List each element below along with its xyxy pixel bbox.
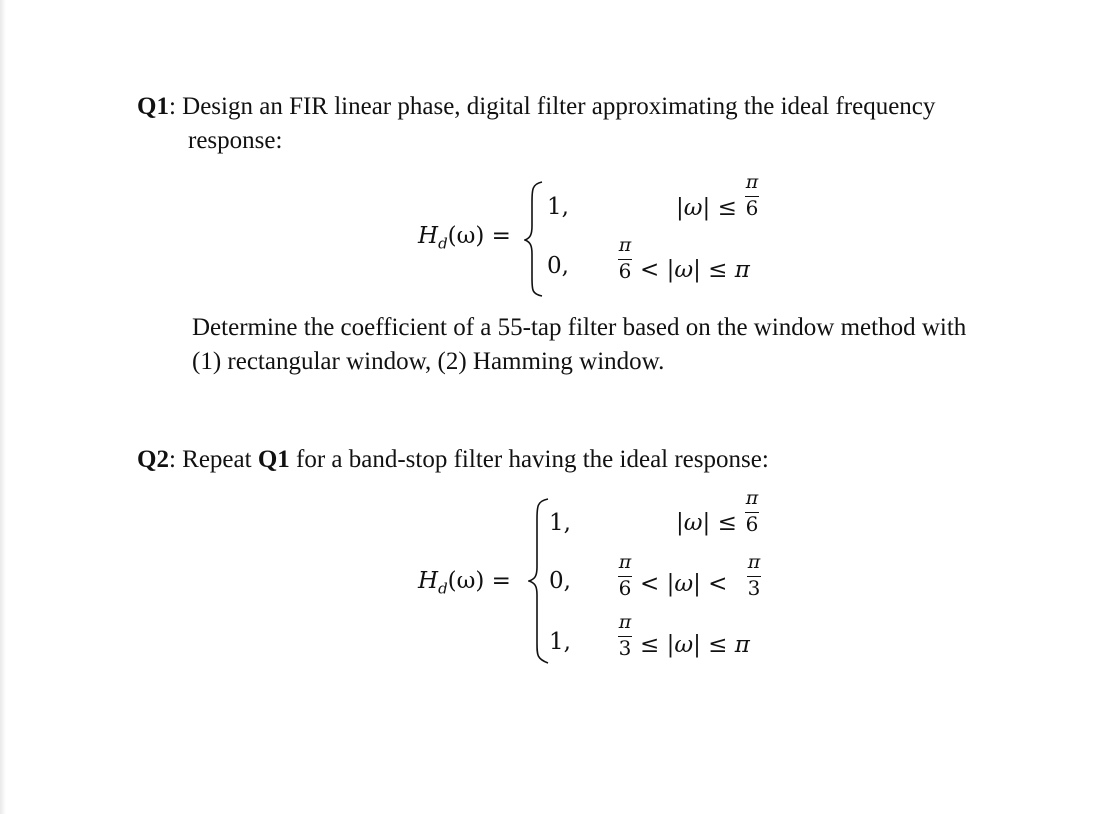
q2-case1-fraction: π 6 xyxy=(745,487,759,536)
q2-case2-condition: < |ω| < xyxy=(640,571,728,597)
scan-edge-shadow xyxy=(0,0,6,814)
q1-case2-fraction: π 6 xyxy=(618,234,632,283)
q1-label: Q1 xyxy=(137,93,169,120)
q2-eq-lhs: $H_d(\omega)$ = xyxy=(418,568,511,598)
q1-prompt-text: : Design an FIR linear phase, digital filter approximating the ideal frequency xyxy=(168,93,936,120)
q1-case1-fraction: π 6 xyxy=(745,171,759,220)
q2-case1-value: 1, xyxy=(549,510,571,536)
q1-case2-condition: < |ω| ≤ π xyxy=(640,257,750,283)
q1-case1-value: 1, xyxy=(547,194,569,220)
q2-case3-value: 1, xyxy=(549,629,571,655)
q2-case2-value: 0, xyxy=(549,568,571,594)
q1-eq-lhs: $H_d(\omega)$ = xyxy=(418,223,511,253)
q1-case2-value: 0, xyxy=(547,253,569,279)
q1-determine-line2: (1) rectangular window, (2) Hamming window. xyxy=(192,348,665,375)
q1-case1-condition: |ω| ≤ xyxy=(676,195,737,221)
q2-case3-condition: ≤ |ω| ≤ π xyxy=(640,632,750,658)
q2-case2-fraction-right: π 3 xyxy=(747,551,761,600)
q1-left-brace xyxy=(524,180,548,298)
q2-heading-line: Q2: Repeat Q1 for a band-stop filter having the ideal response: xyxy=(137,446,769,473)
q1-prompt-continuation: response: xyxy=(188,127,283,154)
q2-case3-fraction: π 3 xyxy=(618,611,632,660)
q1-heading-line xyxy=(137,94,935,119)
q2-reference: Q1 xyxy=(257,446,290,473)
q2-case2-fraction-left: π 6 xyxy=(618,551,632,600)
q2-case1-condition: |ω| ≤ xyxy=(676,510,737,536)
q1-determine-line1: Determine the coefficient of a 55-tap filter based on the window method with xyxy=(192,314,967,341)
q2-label: Q2 xyxy=(137,446,169,473)
